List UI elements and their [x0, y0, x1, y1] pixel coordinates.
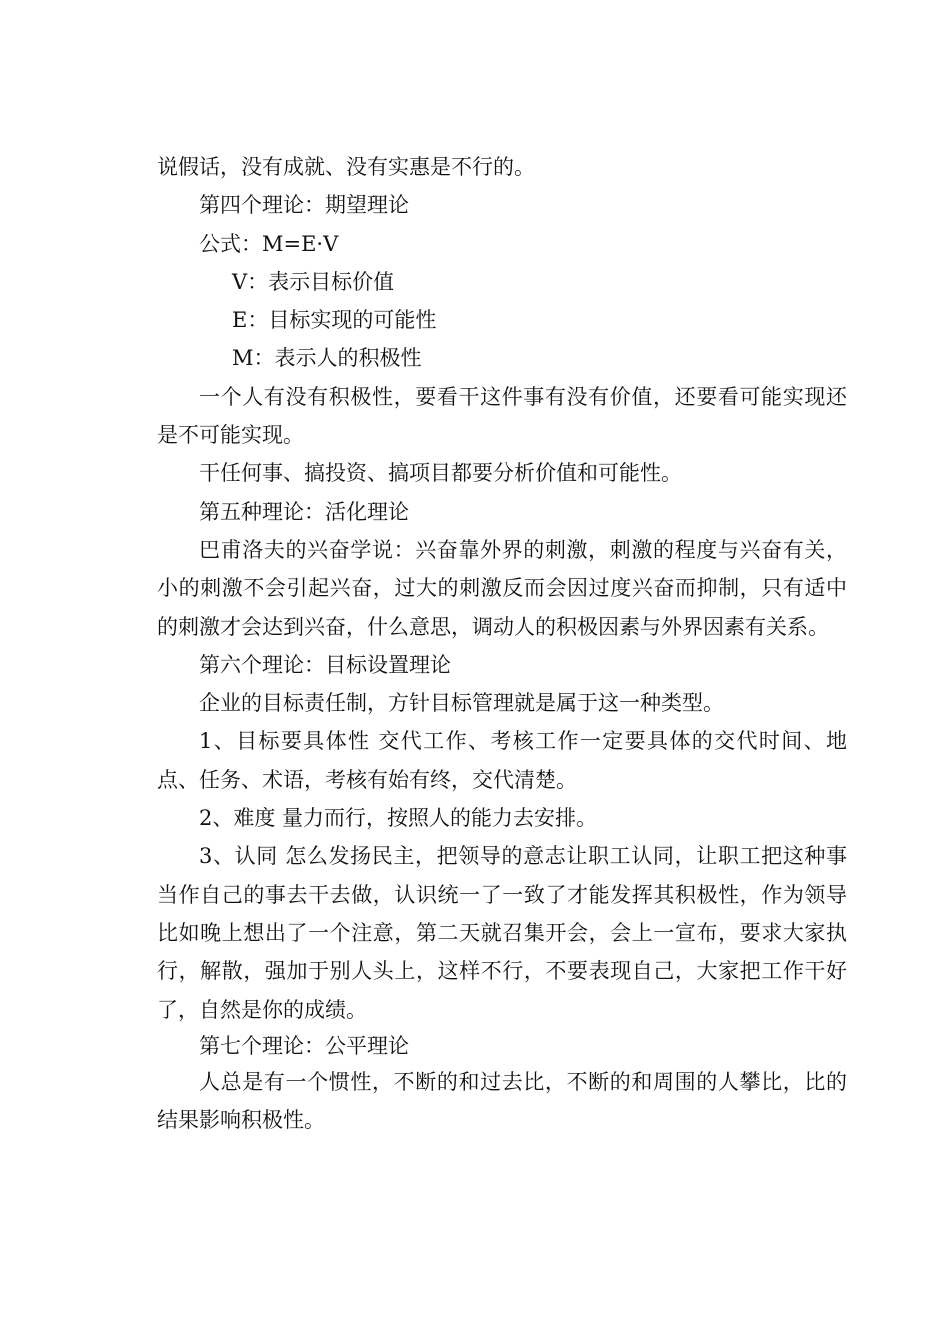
list-item-2: 2、难度 量力而行，按照人的能力去安排。 [199, 806, 598, 831]
paragraph-goal-responsibility: 企业的目标责任制，方针目标管理就是属于这一种类型。 [199, 691, 724, 716]
formula-def-m: M：表示人的积极性 [232, 346, 422, 371]
heading-theory-5: 第五种理论：活化理论 [199, 499, 409, 524]
heading-theory-7: 第七个理论：公平理论 [199, 1033, 409, 1058]
formula-def-e: E：目标实现的可能性 [232, 308, 437, 333]
list-item-1: 1、目标要具体性 交代工作、考核工作一定要具体的交代时间、地点、任务、术语，考核有始有终，交代清楚。 [157, 729, 847, 792]
paragraph-continuation: 说假话，没有成就、没有实惠是不行的。 [157, 155, 535, 179]
paragraph-investment: 干任何事、搞投资、搞项目都要分析价值和可能性。 [199, 461, 682, 486]
paragraph-pavlov: 巴甫洛夫的兴奋学说：兴奋靠外界的刺激，刺激的程度与兴奋有关，小的刺激不会引起兴奋，过大的刺激反而会因过度兴奋而抑制，只有适中的刺激才会达到兴奋，什么意思，调动人的积极因素与外界因素有关系。 [157, 537, 847, 639]
list-item-3: 3、认同 怎么发扬民主，把领导的意志让职工认同，让职工把这种事当作自己的事去干去做，认识统一了一致了才能发挥其积极性，作为领导比如晚上想出了一个注意，第二天就召集开会，会上一宣布，要求大家执行，解散，强加于别人头上，这样不行，不要表现自己，大家把工作干好了，自然是你的成绩。 [157, 844, 847, 1022]
document-body [157, 148, 847, 1139]
formula-line: 公式：M=E·V [199, 231, 339, 256]
paragraph-motivation: 一个人有没有积极性，要看干这件事有没有价值，还要看可能实现还是不可能实现。 [157, 384, 847, 448]
heading-theory-6: 第六个理论：目标设置理论 [199, 652, 451, 677]
paragraph-equity: 人总是有一个惯性，不断的和过去比，不断的和周围的人攀比，比的结果影响积极性。 [157, 1069, 847, 1133]
heading-theory-4: 第四个理论：期望理论 [199, 193, 409, 218]
formula-def-v: V：表示目标价值 [232, 269, 395, 294]
